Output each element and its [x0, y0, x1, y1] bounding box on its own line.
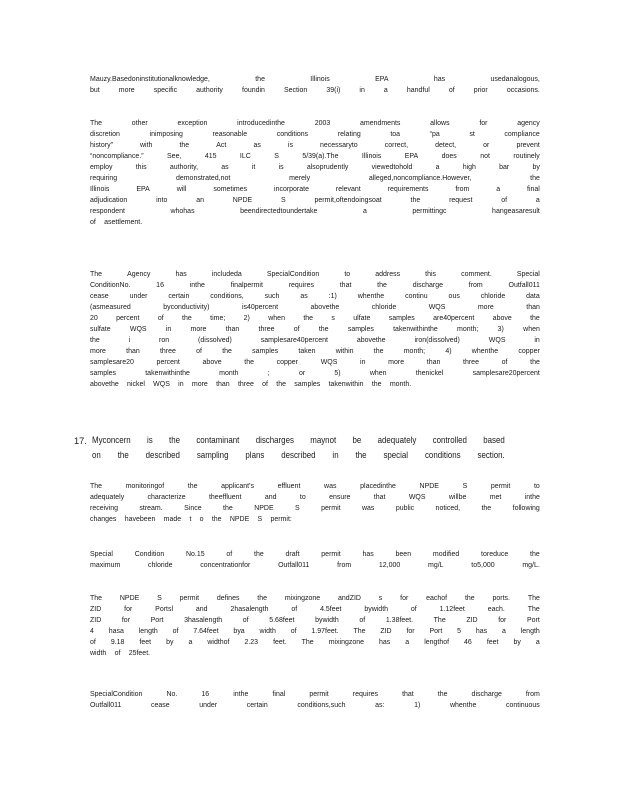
text-line: receiving stream. Since the NPDE S permit was public noticed, the following: [90, 503, 540, 512]
text-line: The monitoringof the applicant's effluent was placedinthe NPDE S permit to: [90, 481, 540, 490]
text-line: ConditionNo. 16 inthe finalpermit requires that the discharge from Outfall011: [90, 280, 540, 289]
text-line: history” with the Act as is necessaryto correct, detect, or prevent: [90, 140, 540, 149]
text-line: The NPDE S permit defines the mixingzone andZID s for eachof the ports. The: [90, 593, 540, 602]
paragraph-2: [90, 117, 540, 227]
text-line: SpecialCondition No. 16 inthe final permit requires that the discharge from: [90, 689, 540, 698]
paragraph-8: [90, 688, 540, 710]
paragraph-6: [90, 548, 540, 570]
text-line: Myconcern is the contaminant discharges maynot be adequately controlled based: [92, 435, 505, 445]
text-line: Outfall011 cease under certain conditions,such as: 1) whenthe continuous: [90, 700, 540, 709]
text-line: the i ron (dissolved) samplesare40percent abovethe iron(dissolved) WQS in: [90, 335, 540, 344]
text-line: abovethe nickel WQS in more than three of the samples takenwithin the month.: [90, 379, 412, 388]
text-line: 20 percent of the time; 2) when the s ulfate samples are40percent above the: [90, 313, 540, 322]
text-line: “noncompliance.” See, 415 ILC S 5/39(a).The Illinois EPA does not routinely: [90, 151, 540, 160]
text-line: The Agency has includeda SpecialCondition to address this comment. Special: [90, 269, 540, 278]
text-line: ZID for Portsl and 2hasalength of 4.5feet bywidth of 1.12feet each. The: [90, 604, 540, 613]
text-line: respondent whohas beendirectedtoundertake a permittingc hangeasaresult: [90, 206, 540, 215]
text-line: ZID for Port 3hasalength of 5.68feet bywidth of 1.38feet. The ZID for Port: [90, 615, 540, 624]
text-line: cease under certain conditions, such as :1) whenthe continu ous chloride data: [90, 291, 540, 300]
text-line: of asettlement.: [90, 217, 143, 226]
text-line: requiring demonstrated,not merely alleged,noncompliance.However, the: [90, 173, 540, 182]
text-line: maximum chloride concentrationfor Outfall011 from 12,000 mg/L to5,000 mg/L.: [90, 560, 540, 569]
text-line: width of 25feet.: [90, 648, 151, 657]
paragraph-1: [90, 73, 540, 95]
text-line: more than three of the samples taken within the month; 4) whenthe copper: [90, 346, 540, 355]
text-line: Special Condition No.15 of the draft permit has been modified toreduce the: [90, 549, 540, 558]
text-line: of 9.18 feet by a widthof 2.23 feet. The mixingzone has a lengthof 46 feet by a: [90, 637, 540, 646]
text-line: employ this authority, as it is alsoprudently viewedtohold a high bar by: [90, 162, 540, 171]
text-line: Mauzy.Basedoninstitutionalknowledge, the Illinois EPA has usedanalogous,: [90, 74, 540, 83]
text-line: sulfate WQS in more than three of the samples takenwithinthe month; 3) when: [90, 324, 540, 333]
text-line: Illinois EPA will sometimes incorporate relevant requirements from a final: [90, 184, 540, 193]
text-line: adequately characterize theeffluent and to ensure that WQS willbe met inthe: [90, 492, 540, 501]
paragraph-5: [90, 480, 540, 524]
text-line: 4 hasa length of 7.64feet bya width of 1.97feet. The ZID for Port 5 has a length: [90, 626, 540, 635]
text-line: changes havebeen made t o the NPDE S permit:: [90, 514, 292, 523]
paragraph-item-17: [92, 433, 542, 463]
text-line: The other exception introducedinthe 2003 amendments allows for agency: [90, 118, 540, 127]
paragraph-3: [90, 268, 540, 389]
text-line: adjudication into an NPDE S permit,oftendoingsoat the request of a: [90, 195, 540, 204]
text-line: (asmeasured byconductivity) is40percent abovethe chloride WQS more than: [90, 302, 540, 311]
text-line: discretion inimposing reasonable conditions relating toa “pa st compliance: [90, 129, 540, 138]
paragraph-7: [90, 592, 540, 658]
text-line: samples takenwithinthe month ; or 5) when thenickel samplesare20percent: [90, 368, 540, 377]
item-number-17: 17.: [74, 436, 87, 446]
text-line: but more specific authority foundin Section 39(i) in a handful of prior occasions.: [90, 85, 540, 94]
text-line: on the described sampling plans described in the special conditions section.: [92, 450, 505, 460]
text-line: samplesare20 percent above the copper WQS in more than three of the: [90, 357, 540, 366]
